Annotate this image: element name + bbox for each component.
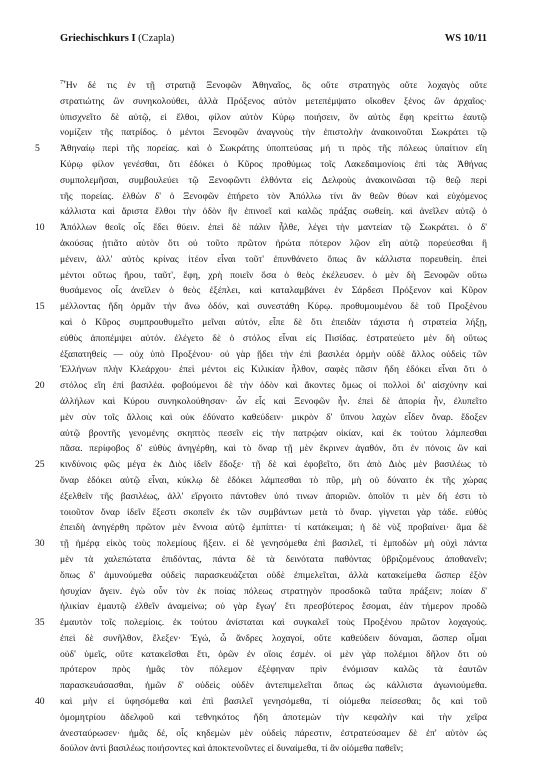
text-line bbox=[60, 726, 487, 742]
line-text: πᾶσα. περίφοβος δ' εὐθὺς ἀνηγέρθη, καὶ τὸ ὄναρ τῇ μὲν ἔκρινεν ἀγαθόν, ὅτι ἐν πόνοις ὢν καὶ bbox=[60, 443, 487, 455]
text-line bbox=[60, 315, 487, 331]
line-text: αὐτῷ βροντῆς γενομένης σκηπτὸς πεσεῖν εἰς τὴν πατρῴαν οἰκίαν, καὶ ἐκ τούτου λάμπεσθαι bbox=[60, 427, 487, 439]
line-number: 10 bbox=[35, 222, 45, 234]
text-line bbox=[60, 568, 487, 584]
line-text: ἐξαπατηθείς — οὐχ ὑπὸ Προξένου· οὐ γὰρ ᾔδει τὴν ἐπὶ βασιλέα ὁρμὴν οὐδὲ ἄλλος οὐδεὶς τῶν bbox=[60, 348, 487, 360]
text-line bbox=[60, 710, 487, 726]
text-line bbox=[60, 236, 487, 252]
line-text: Κύρῳ φίλον γενέσθαι, ὅτι ἐδόκει ὁ Κῦρος προθύμως τοῖς Λακεδαιμονίοις ἐπὶ τὰς Ἀθήνας bbox=[60, 158, 487, 170]
course-heading bbox=[60, 33, 174, 44]
line-number: 35 bbox=[35, 617, 45, 629]
line-text: στρατιώτης ὢν συνηκολούθει, ἀλλὰ Πρόξενος αὐτὸν μετεπέμψατο οἴκοθεν ξένος ὢν ἀρχαῖος· bbox=[60, 95, 487, 107]
line-text: τῆς πορείας. ἐλθὼν δ' ὁ Ξενοφῶν ἐπήρετο τὸν Ἀπόλλω τίνι ἂν θεῶν θύων καὶ εὐχόμενος bbox=[60, 190, 487, 202]
text-line bbox=[60, 552, 487, 568]
text-line bbox=[35, 694, 487, 710]
text-line bbox=[60, 441, 487, 457]
text-line bbox=[60, 125, 487, 141]
line-text: ἐξελθεῖν τῆς βασιλέως, ἀλλ' εἴργοιτο πάντοθεν ὑπό τινων ἀποριῶν. ὁποῖόν τι μὲν δή ἐστι τὸ bbox=[60, 490, 487, 502]
text-line bbox=[60, 410, 487, 426]
line-text: ἐπεὶ δὲ συνῆλθον, ἔλεξεν· Ἐγώ, ὦ ἄνδρες λοχαγοί, οὔτε καθεύδειν δύναμαι, ὥσπερ οἶμαι bbox=[60, 632, 487, 644]
line-text: ἡσυχίαν ἄγειν. ἐγὼ οὖν τὸν ἐκ ποίας πόλεως στρατηγὸν προσδοκῶ ταῦτα πράξειν; ποίαν δ' bbox=[60, 585, 487, 597]
line-text: καὶ μὴν εἰ ὑφησόμεθα καὶ ἐπὶ βασιλεῖ γενησόμεθα, τί οἰόμεθα πείσεσθαι; ὃς καὶ τοῦ bbox=[60, 696, 487, 708]
line-text: πρότερον πρὸς ἡμᾶς τὸν πόλεμον ἐξέφηναν πρὶν ἐνόμισαν καλῶς τὰ ἑαυτῶν bbox=[60, 664, 487, 676]
line-number: 5 bbox=[35, 143, 40, 155]
text-line bbox=[35, 378, 487, 394]
greek-passage bbox=[35, 78, 487, 757]
line-text: μένειν, ἀλλ' αὐτὸς κρίνας ἰτέον εἶναι τοῦτ' ἐπυνθάνετο ὅπως ἂν κάλλιστα πορευθείη. ἐπεὶ bbox=[60, 253, 487, 265]
text-line bbox=[60, 505, 487, 521]
text-line bbox=[60, 489, 487, 505]
line-text: μέντοι οὕτως ἤρου, ταῦτ', ἔφη, χρὴ ποιεῖν ὅσα ὁ θεὸς ἐκέλευσεν. ὁ μὲν δὴ Ξενοφῶν οὕτω bbox=[60, 269, 487, 281]
line-text: Ἀπόλλων θεοῖς οἷς ἔδει θύειν. ἐπεὶ δὲ πάλιν ἦλθε, λέγει τὴν μαντείαν τῷ Σωκράτει. ὁ δ' bbox=[60, 222, 487, 234]
text-line bbox=[35, 457, 487, 473]
text-line bbox=[60, 394, 487, 410]
line-text: ὄναρ ἐδόκει αὐτῷ εἶναι, κύκλῳ δὲ ἐδόκει λάμπεσθαι τὸ πῦρ, μὴ οὐ δύναιτο ἐκ τῆς χώρας bbox=[60, 474, 487, 486]
line-number: 20 bbox=[35, 380, 45, 392]
line-text: Ἦν δέ τις ἐν τῇ στρατιᾷ Ξενοφῶν Ἀθηναῖος, ὃς οὔτε στρατηγὸς οὔτε λοχαγὸς οὔτε bbox=[63, 80, 487, 91]
text-line bbox=[60, 78, 487, 94]
line-text: μὲν σὺν τοῖς ἄλλοις καὶ οὐκ ἐδύνατο καθεύδειν· μικρὸν δ' ὕπνου λαχὼν εἶδεν ὄναρ. ἔδοξεν bbox=[60, 411, 487, 423]
line-text: εὐθὺς ἀποπέμψει αὐτόν. ἐλέγετο δὲ ὁ στόλος εἶναι εἰς Πισίδας. ἐστρατεύετο μὲν δὴ οὕτως bbox=[60, 332, 487, 344]
text-line bbox=[60, 110, 487, 126]
instructor-name: (Czapla) bbox=[138, 33, 175, 44]
text-line bbox=[35, 141, 487, 157]
text-line bbox=[60, 741, 487, 757]
line-number: 40 bbox=[35, 696, 45, 708]
line-text: ἀλλήλων καὶ Κύρου συνηκολούθησαν· ὧν εἷς καὶ Ξενοφῶν ἦν. ἐπεὶ δὲ ἀπορία ἦν, ἐλυπεῖτο bbox=[60, 395, 487, 407]
section-mark: 7 bbox=[60, 79, 63, 86]
line-text: τῇ ἡμέρᾳ εἰκὸς τοὺς πολεμίους ἥξειν. εἰ δὲ γενησόμεθα ἐπὶ βασιλεῖ, τί ἐμποδὼν μὴ οὐχὶ πάντα bbox=[60, 538, 487, 550]
line-number: 30 bbox=[35, 538, 45, 550]
course-title: Griechischkurs I bbox=[60, 33, 136, 44]
text-line bbox=[60, 331, 487, 347]
line-text: ὑπισχνεῖτο δὲ αὐτῷ, εἰ ἔλθοι, φίλον αὐτὸν Κύρῳ ποιήσειν, ὃν αὐτὸς ἔφη κρείττω ἑαυτῷ bbox=[60, 111, 487, 123]
line-text: ἐπειδὴ ἀνηγέρθη πρῶτον μὲν ἔννοια αὐτῷ ἐμπίπτει· τί κατάκειμαι; ἡ δὲ νὺξ προβαίνει· ἅμα δὲ bbox=[60, 522, 487, 534]
text-line bbox=[60, 252, 487, 268]
line-text: τοιοῦτον ὄναρ ἰδεῖν ἔξεστι σκοπεῖν ἐκ τῶν συμβάντων μετὰ τὸ ὄναρ. γίγνεται γὰρ τάδε. εὐθὺς bbox=[60, 506, 487, 518]
line-text: ἐμαυτὸν τοῖς πολεμίοις. ἐκ τούτου ἀνίσταται καὶ συγκαλεῖ τοὺς Προξένου πρῶτον λοχαγούς. bbox=[60, 617, 487, 629]
text-line bbox=[60, 362, 487, 378]
line-text: νομίζειν τῆς πατρίδος. ὁ μέντοι Ξενοφῶν ἀναγνοὺς τὴν ἐπιστολὴν ἀνακοινοῦται Σωκράτει τῷ bbox=[60, 127, 487, 139]
text-line bbox=[60, 662, 487, 678]
line-text: ὁμομητρίου ἀδελφοῦ καὶ τεθνηκότος ἤδη ἀποτεμὼν τὴν κεφαλὴν καὶ τὴν χεῖρα bbox=[60, 711, 487, 723]
line-number: 25 bbox=[35, 459, 45, 471]
line-text: συμπολεμῆσαι, συμβουλεύει τῷ Ξενοφῶντι ἐλθόντα εἰς Δελφοὺς ἀνακοινῶσαι τῷ θεῷ περὶ bbox=[60, 174, 487, 186]
line-text: παρασκευάσασθαι, ἡμῶν δ' οὐδεὶς οὐδὲν ἀντεπιμελεῖται ὅπως ὡς κάλλιστα ἀγωνιούμεθα. bbox=[60, 680, 487, 692]
text-line bbox=[60, 426, 487, 442]
line-text: ἀνεσταύρωσεν· ἡμᾶς δέ, οἷς κηδεμὼν μὲν οὐδεὶς πάρεστιν, ἐστρατεύσαμεν δὲ ἐπ' αὐτὸν ὡς bbox=[60, 727, 487, 739]
text-line bbox=[60, 520, 487, 536]
text-line bbox=[60, 94, 487, 110]
text-line bbox=[60, 678, 487, 694]
line-text: ἡλικίαν ἐμαυτῷ ἐλθεῖν ἀναμείνω; οὐ γὰρ ἔγωγ' ἔτι πρεσβύτερος ἔσομαι, ἐὰν τήμερον προδῶ bbox=[60, 601, 487, 613]
text-line bbox=[35, 220, 487, 236]
line-text: κινδύνοις φῶς μέγα ἐκ Διὸς ἰδεῖν ἔδοξε· τῇ δὲ καὶ ἐφοβεῖτο, ὅτι ἀπὸ Διὸς μὲν βασιλέως τὸ bbox=[60, 459, 487, 471]
text-line bbox=[60, 347, 487, 363]
line-text: θυσάμενος οἷς ἀνεῖλεν ὁ θεὸς ἐξέπλει, καὶ καταλαμβάνει ἐν Σάρδεσι Πρόξενον καὶ Κῦρον bbox=[60, 285, 487, 297]
text-line bbox=[60, 173, 487, 189]
text-line bbox=[60, 157, 487, 173]
text-line bbox=[35, 299, 487, 315]
text-line bbox=[60, 204, 487, 220]
text-line bbox=[60, 189, 487, 205]
line-text: δούλον ἀντὶ βασιλέως ποιήσοντες καὶ ἀποκτενοῦντες εἰ δυναίμεθα, τί ἂν οἰόμεθα παθεῖν; bbox=[60, 743, 404, 755]
line-text: ὅπως δ' ἀμυνούμεθα οὐδεὶς παρασκευάζεται οὐδὲ ἐπιμελεῖται, ἀλλὰ κατακείμεθα ὥσπερ ἐξὸν bbox=[60, 569, 487, 581]
line-text: Ἀθηναίῳ περὶ τῆς πορείας. καὶ ὁ Σωκράτης ὑποπτεύσας μή τι πρὸς τῆς πόλεως ὑπαίτιον εἴη bbox=[60, 143, 487, 155]
text-line bbox=[60, 599, 487, 615]
text-line bbox=[60, 647, 487, 663]
semester-label: WS 10/11 bbox=[444, 33, 487, 44]
line-text: καὶ ὁ Κῦρος συμπρουθυμεῖτο μεῖναι αὐτόν, εἶπε δὲ ὅτι ἐπειδὰν τάχιστα ἡ στρατεία λήξῃ, bbox=[60, 316, 487, 328]
line-text: κάλλιστα καὶ ἄριστα ἔλθοι τὴν ὁδὸν ἣν ἐπινοεῖ καὶ καλῶς πράξας σωθείη. καὶ ἀνεῖλεν αὐτῷ ὁ bbox=[60, 206, 487, 218]
text-line bbox=[60, 268, 487, 284]
text-line bbox=[35, 536, 487, 552]
line-text: μὲν τὰ χαλεπώτατα ἐπιδόντας, πάντα δὲ τὰ δεινότατα παθόντας ὑβριζομένους ἀποθανεῖν; bbox=[60, 553, 487, 565]
line-text: Ἑλλήνων πλὴν Κλεάρχου· ἐπεὶ μέντοι εἰς Κιλικίαν ἦλθον, σαφὲς πᾶσιν ἤδη ἐδόκει εἶναι ὅτι ὁ bbox=[60, 364, 487, 376]
line-text: μέλλοντας ἤδη ὁρμᾶν τὴν ἄνω ὁδόν, καὶ συνεστάθη Κύρῳ. προθυμουμένου δὲ τοῦ Προξένου bbox=[60, 301, 487, 313]
line-text: ἀκούσας ᾐτιᾶτο αὐτὸν ὅτι οὐ τοῦτο πρῶτον ἠρώτα πότερον λῷον εἴη αὐτῷ πορεύεσθαι ἢ bbox=[60, 237, 487, 249]
line-text: στόλος εἴη ἐπὶ βασιλέα. φοβούμενοι δὲ τὴν ὁδὸν καὶ ἄκοντες ὅμως οἱ πολλοὶ δι' αἰσχύνην καὶ bbox=[60, 380, 487, 392]
line-number: 15 bbox=[35, 301, 45, 313]
text-line bbox=[60, 584, 487, 600]
text-line bbox=[60, 283, 487, 299]
text-line bbox=[60, 473, 487, 489]
line-text: οὐδ' ὑμεῖς, οὔτε κατακεῖσθαι ἔτι, ὁρῶν ἐν οἵοις ἐσμέν. οἱ μὲν γὰρ πολέμιοι δῆλον ὅτι οὐ bbox=[60, 648, 487, 660]
text-line bbox=[35, 615, 487, 631]
page-header bbox=[60, 33, 487, 47]
text-line bbox=[60, 631, 487, 647]
